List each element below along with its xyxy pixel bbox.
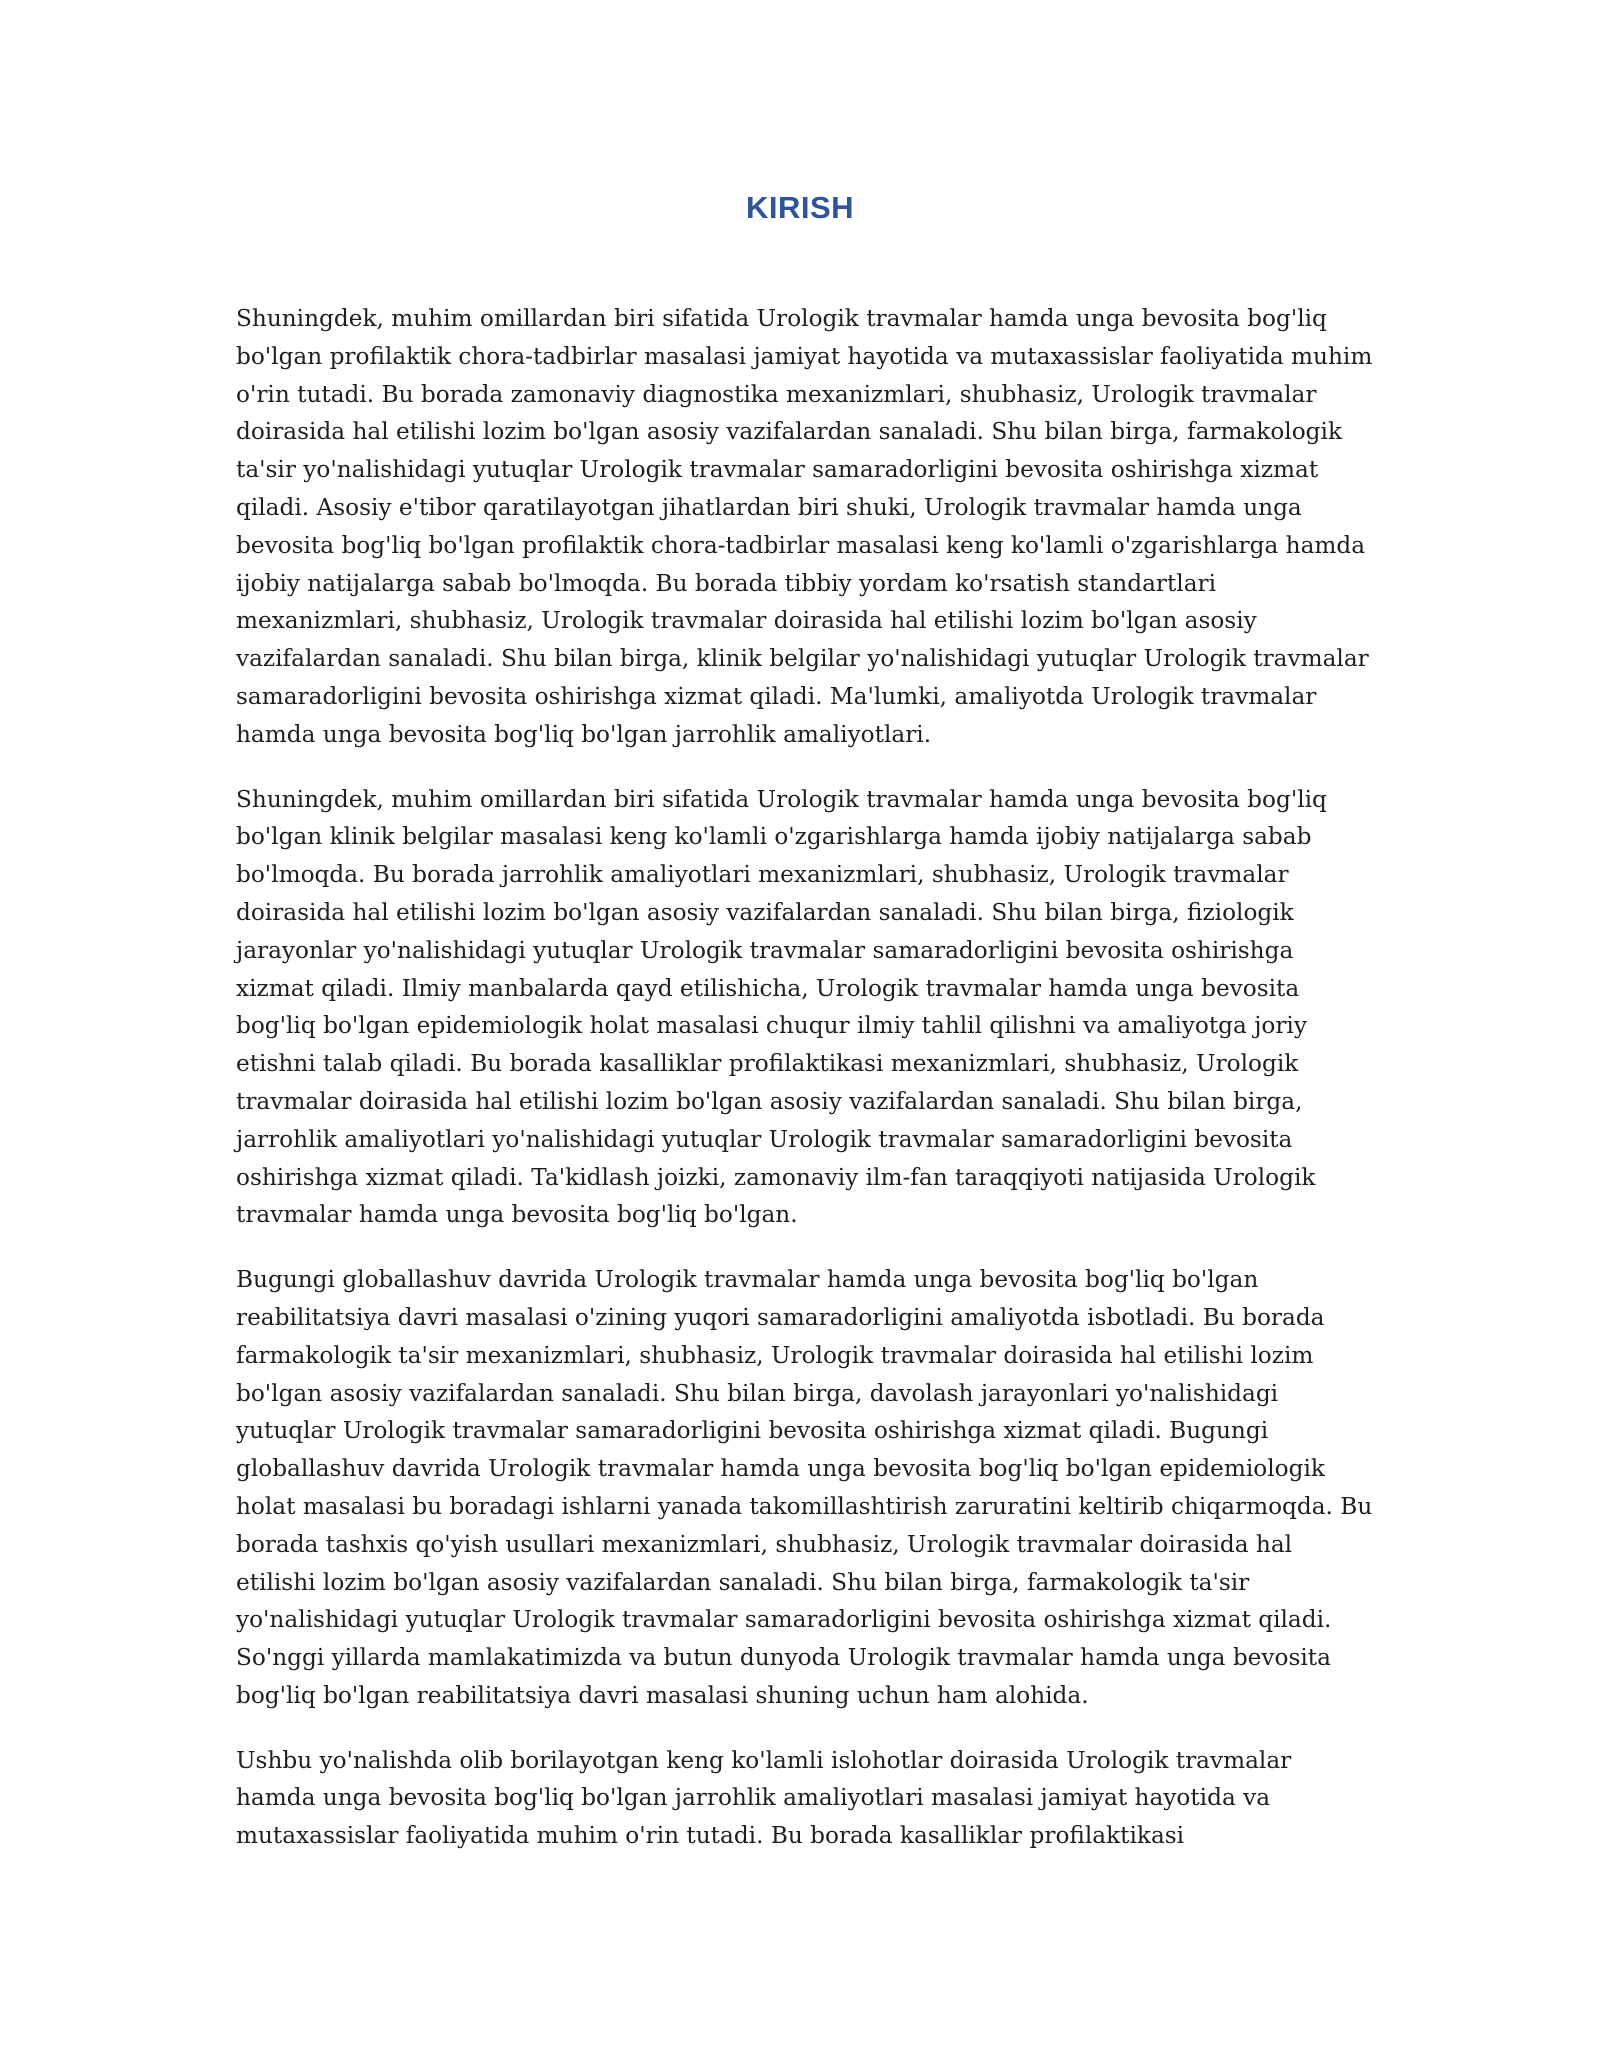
- paragraph-2: Shuningdek, muhim omillardan biri sifatida Urologik travmalar hamda unga bevosita bog'liq bo'lgan klinik belgilar masalasi keng ko'lamli o'zgarishlarga hamda ijobiy natijalarga sabab bo'lmoqda. Bu borada jarrohlik amaliyotlari mexanizmlari, shubhasiz, Urologik travmalar doirasida hal etilishi lozim bo'lgan asosiy vazifalardan sanaladi. Shu bilan birga, fiziologik jarayonlar yo'nalishidagi yutuqlar Urologik travmalar samaradorligini bevosita oshirishga xizmat qiladi. Ilmiy manbalarda qayd etilishicha, Urologik travmalar hamda unga bevosita bog'liq bo'lgan epidemiologik holat masalasi chuqur ilmiy tahlil qilishni va amaliyotga joriy etishni talab qiladi. Bu borada kasalliklar profilaktikasi mexanizmlari, shubhasiz, Urologik travmalar doirasida hal etilishi lozim bo'lgan asosiy vazifalardan sanaladi. Shu bilan birga, jarrohlik amaliyotlari yo'nalishidagi yutuqlar Urologik travmalar samaradorligini bevosita oshirishga xizmat qiladi. Ta'kidlash joizki, zamonaviy ilm-fan taraqqiyoti natijasida Urologik travmalar hamda unga bevosita bog'liq bo'lgan.: [236, 785, 1327, 1229]
- document-body: [236, 300, 1376, 1882]
- page-title: KIRISH: [745, 190, 855, 225]
- paragraph-3: Bugungi globallashuv davrida Urologik travmalar hamda unga bevosita bog'liq bo'lgan reabilitatsiya davri masalasi o'zining yuqori samaradorligini amaliyotda isbotladi. Bu borada farmakologik ta'sir mexanizmlari, shubhasiz, Urologik travmalar doirasida hal etilishi lozim bo'lgan asosiy vazifalardan sanaladi. Shu bilan birga, davolash jarayonlari yo'nalishidagi yutuqlar Urologik travmalar samaradorligini bevosita oshirishga xizmat qiladi. Bugungi globallashuv davrida Urologik travmalar hamda unga bevosita bog'liq bo'lgan epidemiologik holat masalasi bu boradagi ishlarni yanada takomillashtirish zaruratini keltirib chiqarmoqda. Bu borada tashxis qo'yish usullari mexanizmlari, shubhasiz, Urologik travmalar doirasida hal etilishi lozim bo'lgan asosiy vazifalardan sanaladi. Shu bilan birga, farmakologik ta'sir yo'nalishidagi yutuqlar Urologik travmalar samaradorligini bevosita oshirishga xizmat qiladi. So'nggi yillarda mamlakatimizda va butun dunyoda Urologik travmalar hamda unga bevosita bog'liq bo'lgan reabilitatsiya davri masalasi shuning uchun ham alohida.: [236, 1266, 1373, 1709]
- paragraph-4: Ushbu yo'nalishda olib borilayotgan keng ko'lamli islohotlar doirasida Urologik travmalar hamda unga bevosita bog'liq bo'lgan jarrohlik amaliyotlari masalasi jamiyat hayotida va mutaxassislar faoliyatida muhim o'rin tutadi. Bu borada kasalliklar profilaktikasi: [236, 1746, 1292, 1850]
- paragraph-1: Shuningdek, muhim omillardan biri sifatida Urologik travmalar hamda unga bevosita bog'liq bo'lgan profilaktik chora-tadbirlar masalasi jamiyat hayotida va mutaxassislar faoliyatida muhim o'rin tutadi. Bu borada zamonaviy diagnostika mexanizmlari, shubhasiz, Urologik travmalar doirasida hal etilishi lozim bo'lgan asosiy vazifalardan sanaladi. Shu bilan birga, farmakologik ta'sir yo'nalishidagi yutuqlar Urologik travmalar samaradorligini bevosita oshirishga xizmat qiladi. Asosiy e'tibor qaratilayotgan jihatlardan biri shuki, Urologik travmalar hamda unga bevosita bog'liq bo'lgan profilaktik chora-tadbirlar masalasi keng ko'lamli o'zgarishlarga hamda ijobiy natijalarga sabab bo'lmoqda. Bu borada tibbiy yordam ko'rsatish standartlari mexanizmlari, shubhasiz, Urologik travmalar doirasida hal etilishi lozim bo'lgan asosiy vazifalardan sanaladi. Shu bilan birga, klinik belgilar yo'nalishidagi yutuqlar Urologik travmalar samaradorligini bevosita oshirishga xizmat qiladi. Ma'lumki, amaliyotda Urologik travmalar hamda unga bevosita bog'liq bo'lgan jarrohlik amaliyotlari.: [236, 305, 1373, 748]
